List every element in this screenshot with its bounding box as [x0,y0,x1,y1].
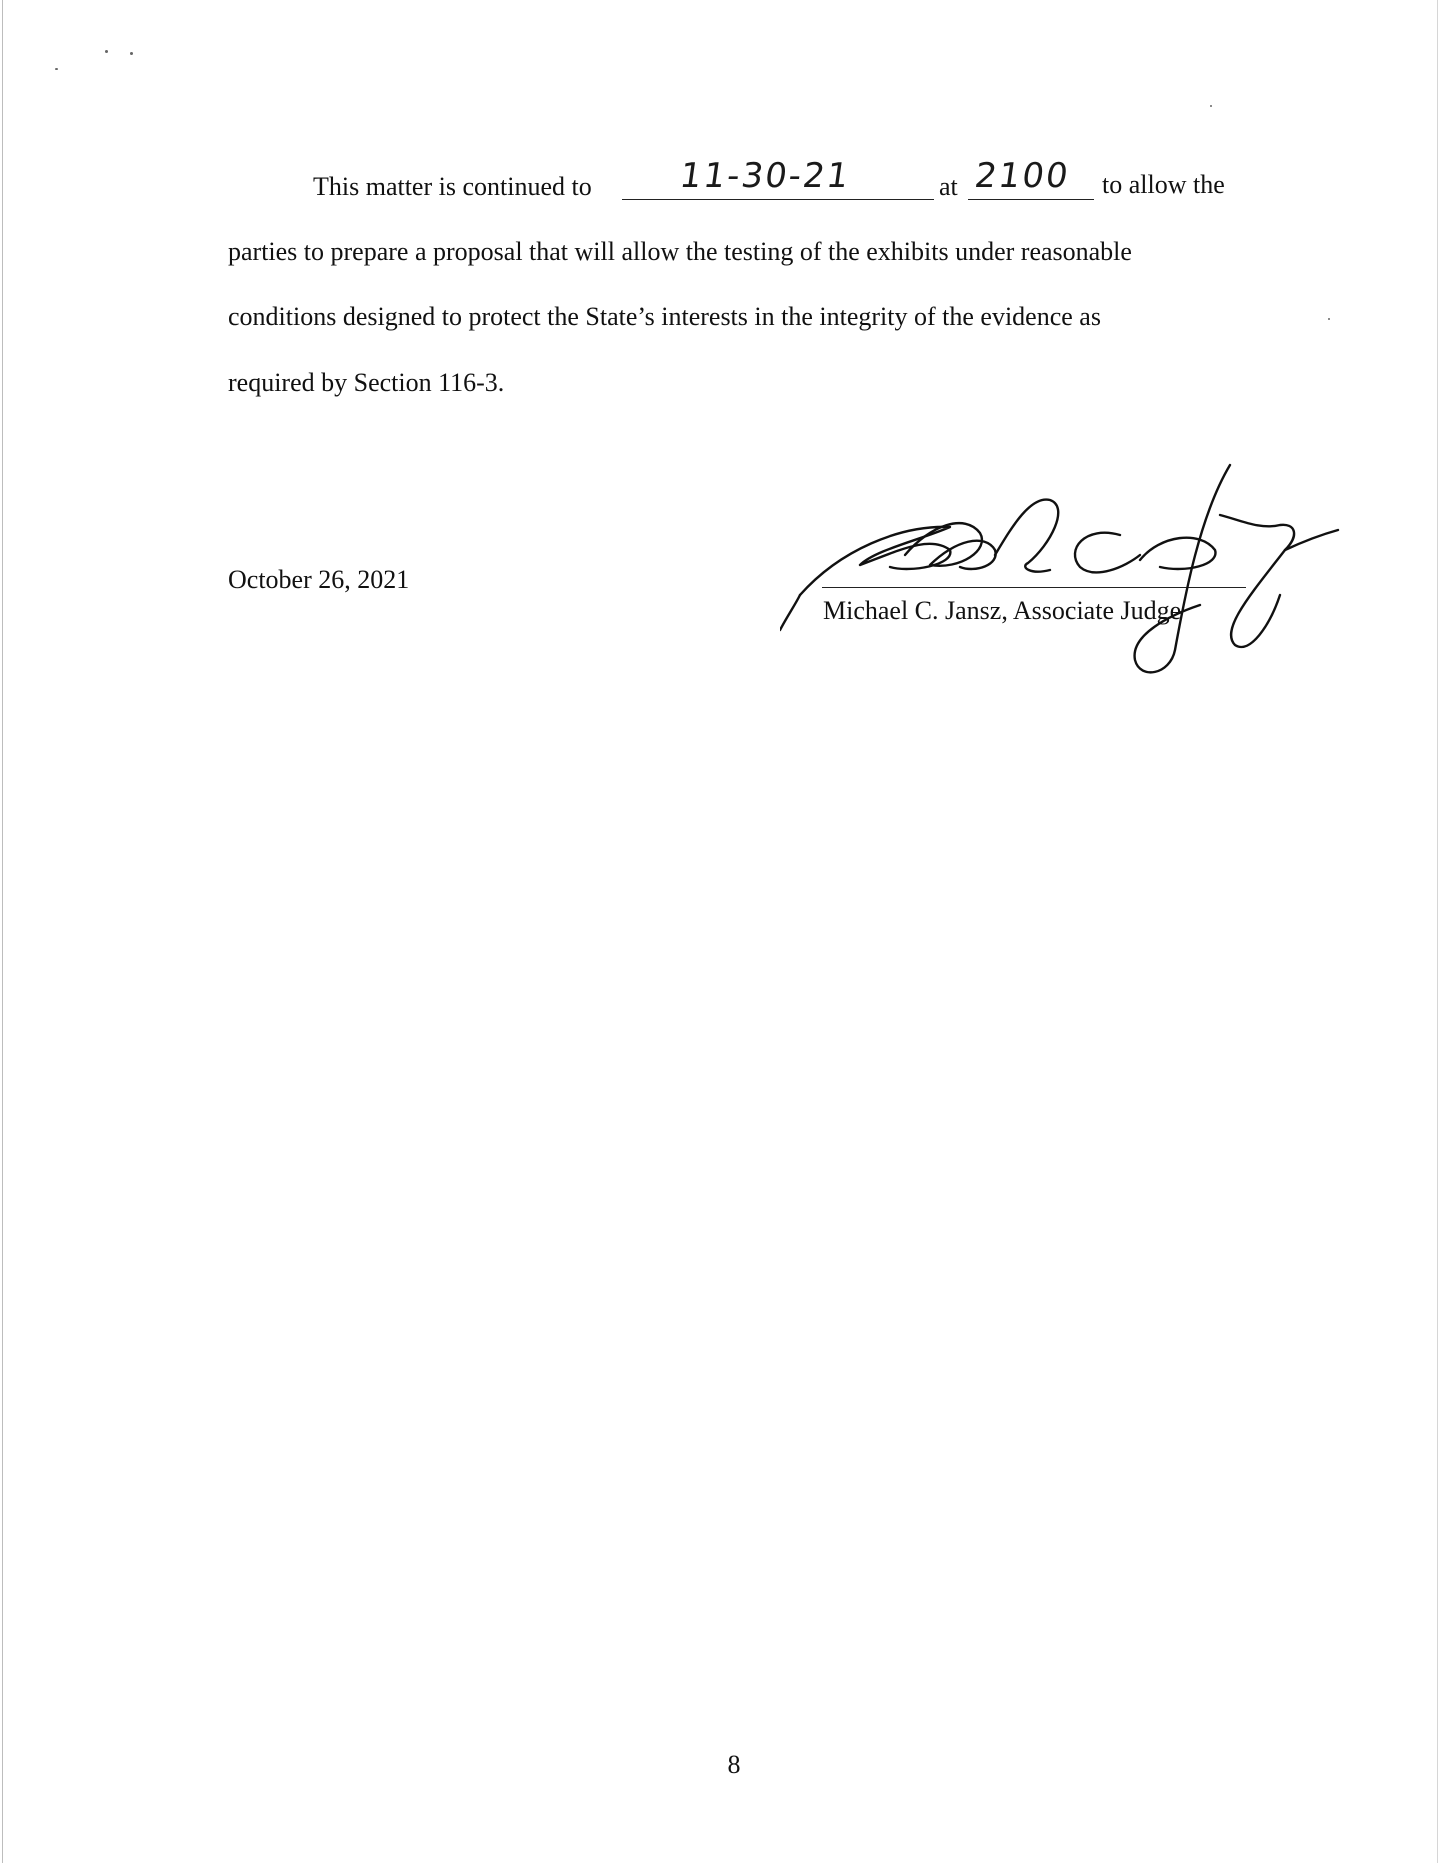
order-date: October 26, 2021 [228,565,410,594]
scan-speck [130,52,133,55]
handwritten-signature-graphic [780,455,1340,680]
order-text-line-3: conditions designed to protect the State’s interests in the integrity of the evidence as [228,302,1101,331]
date-blank-line [622,199,934,200]
handwritten-continued-date: 11-30-21 [677,156,854,196]
scan-speck [55,68,58,70]
order-text-line-4: required by Section 116-3. [228,368,505,397]
scan-speck [105,50,108,53]
allow-suffix-text: to allow the [1102,170,1225,199]
scan-left-edge [2,0,3,1863]
continued-prefix-text: This matter is continued to [313,172,592,201]
at-label: at [939,172,958,201]
time-blank-line [968,199,1094,200]
page-number: 8 [727,1750,741,1779]
signature-name: Michael C. Jansz, Associate Judge [823,596,1182,625]
scan-speck [1328,318,1330,320]
order-text-line-2: parties to prepare a proposal that will allow the testing of the exhibits under reasonable [228,237,1132,266]
handwritten-time: 2100 [972,156,1073,196]
scan-right-edge [1437,0,1438,1863]
scan-speck [1210,105,1212,107]
